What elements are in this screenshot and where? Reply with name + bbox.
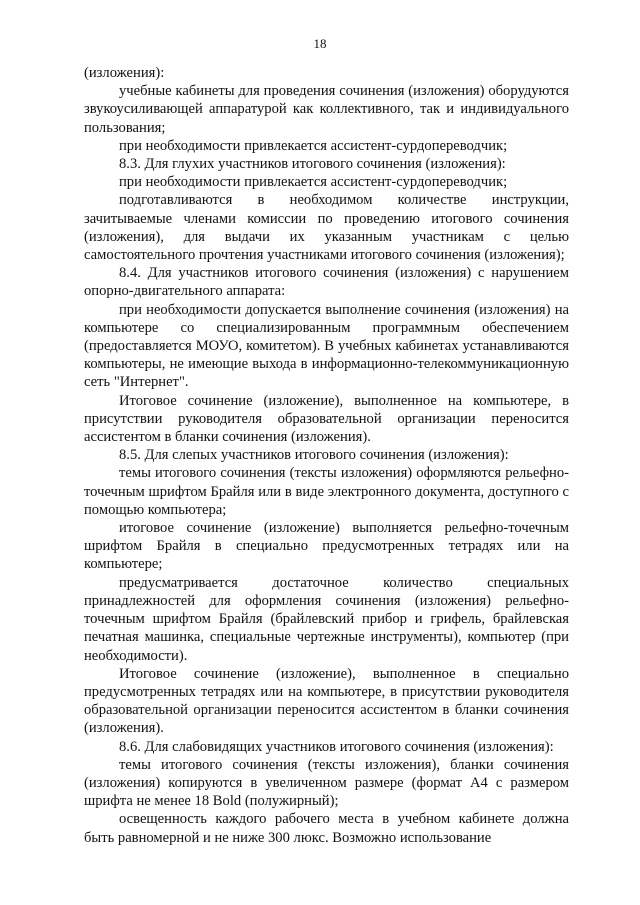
paragraph: (изложения): — [84, 65, 165, 81]
paragraph: Итоговое сочинение (изложение), выполненное на компьютере, в присутствии руководителя образовательной организации переносится ассистентом в бланки сочинения (изложения). — [84, 392, 569, 446]
paragraph: Итоговое сочинение (изложение), выполненное в специально предусмотренных тетрадях или на компьютере, в присутствии руководителя образовательной организации переносится ассистентом в бланки сочинения (изложения). — [84, 665, 569, 737]
paragraph: при необходимости привлекается ассистент-сурдопереводчик; — [119, 137, 508, 154]
paragraph: итоговое сочинение (изложение) выполняется рельефно-точечным шрифтом Брайля в специально предусмотренных тетрадях или на компьютере; — [84, 520, 569, 573]
paragraph: учебные кабинеты для проведения сочинения (изложения) оборудуются звукоусиливающей аппаратурой как коллективного, так и индивидуального пользования; — [84, 83, 569, 136]
paragraph: предусматривается достаточное количество специальных принадлежностей для оформления сочинения (изложения) рельефно-точечным шрифтом Брайля (брайлевский прибор и грифель, брайлевская печатная машинка, специальные чертежные инструменты), компьютер (при необходимости). — [84, 574, 569, 664]
paragraph: при необходимости допускается выполнение сочинения (изложения) на компьютере со специализированным программным обеспечением (предоставляется МОУО, комитетом). В учебных кабинетах устанавливаются компьютеры, не имеющие выхода в информационно-телекоммуникационную сеть "Интернет". — [84, 301, 569, 391]
section-heading-8-4: 8.4. Для участников итогового сочинения (изложения) с нарушением опорно-двигательного аппарата: — [84, 265, 569, 300]
body-text — [84, 64, 569, 847]
section-heading-8-3: 8.3. Для глухих участников итогового сочинения (изложения): — [119, 156, 506, 173]
section-heading-8-6: 8.6. Для слабовидящих участников итогового сочинения (изложения): — [119, 738, 554, 755]
paragraph: освещенность каждого рабочего места в учебном кабинете должна быть равномерной и не ниже 300 люкс. Возможно использование — [84, 811, 569, 846]
paragraph: подготавливаются в необходимом количестве инструкции, зачитываемые членами комиссии по проведению итогового сочинения (изложения), для выдачи их указанным участникам с целью самостоятельного прочтения участниками итогового сочинения (изложения); — [84, 192, 569, 264]
page-number: 18 — [313, 36, 327, 51]
paragraph: темы итогового сочинения (тексты изложения), бланки сочинения (изложения) копируются в увеличенном размере (формат А4 с размером шрифта не менее 18 Bold (полужирный); — [84, 756, 569, 810]
paragraph: темы итогового сочинения (тексты изложения) оформляются рельефно-точечным шрифтом Брайля или в виде электронного документа, доступного с помощью компьютера; — [84, 465, 569, 518]
section-heading-8-5: 8.5. Для слепых участников итогового сочинения (изложения): — [119, 447, 509, 464]
paragraph: при необходимости привлекается ассистент-сурдопереводчик; — [119, 174, 508, 191]
